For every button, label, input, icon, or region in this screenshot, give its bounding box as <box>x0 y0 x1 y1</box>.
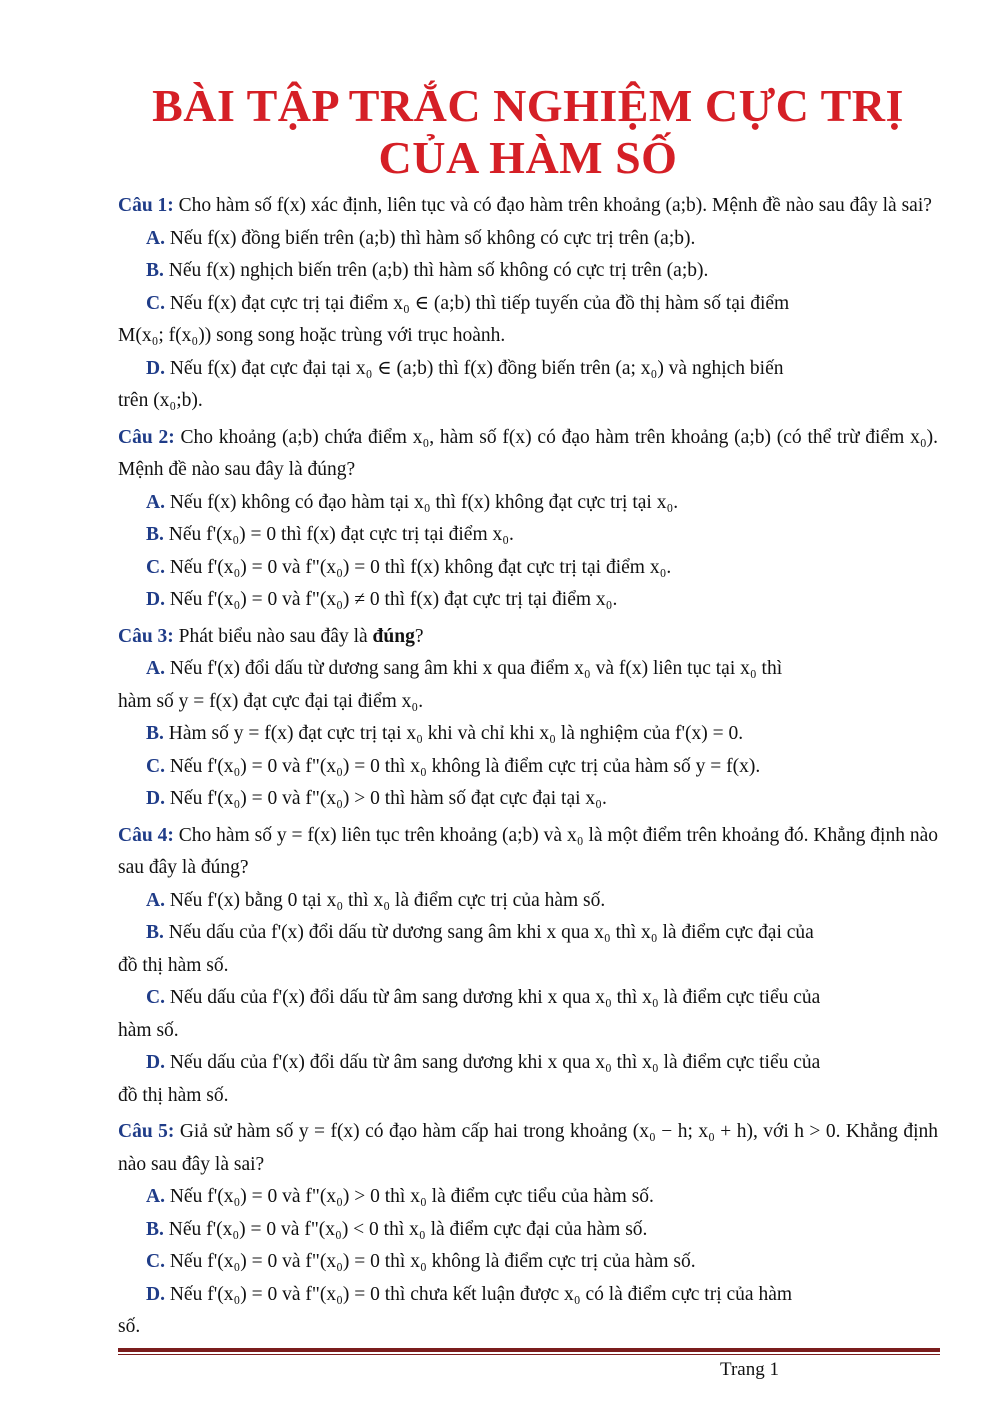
option-label: A. <box>146 889 165 911</box>
option-text: Nếu f'(x₀) = 0 thì f(x) đạt cực trị tại điểm x₀. <box>168 524 514 545</box>
option-c <box>118 751 938 784</box>
option-label: B. <box>146 260 164 281</box>
option-d <box>118 584 938 617</box>
option-text: Nếu f(x) nghịch biến trên (a;b) thì hàm số không có cực trị trên (a;b). <box>168 260 709 281</box>
option-text: Nếu dấu của f'(x) đổi dấu từ dương sang âm khi x qua x₀ thì x₀ là điểm cực đại của <box>168 922 814 943</box>
question-1 <box>118 190 938 418</box>
footer-divider <box>118 1348 940 1352</box>
option-c <box>118 552 938 585</box>
option-c-continued: M(x₀; f(x₀)) song song hoặc trùng với trục hoành. <box>118 325 506 346</box>
option-c-continued: hàm số. <box>118 1019 179 1041</box>
option-b-continued: đồ thị hàm số. <box>118 954 229 976</box>
question-3 <box>118 621 938 816</box>
page-number: Trang 1 <box>720 1359 779 1380</box>
option-label: C. <box>146 755 165 777</box>
question-label: Câu 1: <box>118 195 174 216</box>
option-b <box>118 718 938 751</box>
option-b <box>118 519 938 552</box>
option-label: A. <box>146 1186 165 1207</box>
option-d <box>118 1279 938 1312</box>
option-text: Nếu f'(x₀) = 0 và f"(x₀) = 0 thì f(x) không đạt cực trị tại điểm x₀. <box>169 556 672 578</box>
option-label: D. <box>146 357 165 379</box>
option-a-continued: hàm số y = f(x) đạt cực đại tại điểm x₀. <box>118 690 424 712</box>
option-text: Nếu dấu của f'(x) đổi dấu từ âm sang dương khi x qua x₀ thì x₀ là điểm cực tiểu của <box>169 987 821 1008</box>
option-text: Nếu f'(x₀) = 0 và f"(x₀) < 0 thì x₀ là điểm cực đại của hàm số. <box>168 1218 648 1240</box>
option-c <box>118 288 938 321</box>
option-d-continued: đồ thị hàm số. <box>118 1084 229 1106</box>
option-text: Nếu f(x) không có đạo hàm tại x₀ thì f(x) không đạt cực trị tại x₀. <box>169 491 679 513</box>
option-text: Nếu f(x) đạt cực trị tại điểm x₀ ∈ (a;b) thì tiếp tuyến của đồ thị hàm số tại điểm <box>169 292 790 314</box>
option-b <box>118 255 938 288</box>
question-stem <box>118 422 938 487</box>
question-emphasis: đúng <box>372 625 415 647</box>
option-text: Nếu f(x) đồng biến trên (a;b) thì hàm số không có cực trị trên (a;b). <box>169 227 696 249</box>
title-line-1: BÀI TẬP TRẮC NGHIỆM CỰC TRỊ <box>152 80 904 131</box>
question-text: Giả sử hàm số y = f(x) có đạo hàm cấp hai trong khoảng (x₀ − h; x₀ + h), với h > 0. Khẳng định nào sau đây là sai? <box>118 1121 939 1175</box>
option-text: Nếu f'(x₀) = 0 và f"(x₀) > 0 thì x₀ là điểm cực tiểu của hàm số. <box>169 1186 654 1207</box>
option-c <box>118 982 938 1015</box>
option-d <box>118 783 938 816</box>
question-text: Phát biểu nào sau đây là <box>178 625 373 647</box>
option-label: B. <box>146 524 164 545</box>
question-stem <box>118 1116 938 1181</box>
page-title <box>118 80 938 184</box>
question-stem <box>118 190 938 223</box>
question-text: Cho hàm số y = f(x) liên tục trên khoảng (a;b) và x₀ là một điểm trên khoảng đó. Khẳng định nào sau đây là đúng? <box>118 824 939 878</box>
option-text: Nếu f'(x₀) = 0 và f"(x₀) = 0 thì x₀ không là điểm cực trị của hàm số. <box>169 1251 696 1272</box>
option-label: A. <box>146 491 165 513</box>
option-label: D. <box>146 788 165 809</box>
option-label: D. <box>146 589 165 610</box>
option-c <box>118 1246 938 1279</box>
option-a <box>118 885 938 918</box>
option-d-continued: số. <box>118 1316 141 1337</box>
option-label: D. <box>146 1052 165 1073</box>
option-label: C. <box>146 292 165 314</box>
question-label: Câu 5: <box>118 1121 175 1142</box>
option-text: Nếu f'(x₀) = 0 và f"(x₀) = 0 thì chưa kết luận được x₀ có là điểm cực trị của hàm <box>169 1283 793 1305</box>
footer-divider-thin <box>118 1354 940 1355</box>
option-label: C. <box>146 556 165 578</box>
option-label: A. <box>146 227 165 249</box>
option-a <box>118 1181 938 1214</box>
option-a <box>118 653 938 686</box>
question-text: Cho hàm số f(x) xác định, liên tục và có đạo hàm trên khoảng (a;b). Mệnh đề nào sau đây là sai? <box>178 195 932 216</box>
question-label: Câu 4: <box>118 824 174 846</box>
option-label: C. <box>146 987 165 1008</box>
option-label: B. <box>146 922 164 943</box>
option-d <box>118 353 938 386</box>
option-label: B. <box>146 723 164 744</box>
option-a <box>118 223 938 256</box>
option-text: Nếu f'(x₀) = 0 và f"(x₀) > 0 thì hàm số đạt cực đại tại x₀. <box>169 788 607 809</box>
question-stem <box>118 820 938 885</box>
question-text-end: ? <box>414 625 424 647</box>
option-text: Nếu f'(x₀) = 0 và f"(x₀) ≠ 0 thì f(x) đạt cực trị tại điểm x₀. <box>169 589 618 610</box>
option-label: C. <box>146 1251 165 1272</box>
option-text: Nếu f(x) đạt cực đại tại x₀ ∈ (a;b) thì f(x) đồng biến trên (a; x₀) và nghịch biến <box>169 357 784 379</box>
option-d <box>118 1047 938 1080</box>
option-text: Nếu f'(x) bằng 0 tại x₀ thì x₀ là điểm cực trị của hàm số. <box>169 889 606 911</box>
option-text: Hàm số y = f(x) đạt cực trị tại x₀ khi và chỉ khi x₀ là nghiệm của f'(x) = 0. <box>168 723 744 744</box>
option-text: Nếu f'(x) đổi dấu từ dương sang âm khi x qua điểm x₀ và f(x) liên tục tại x₀ thì <box>169 658 783 679</box>
option-d-continued: trên (x₀;b). <box>118 390 203 411</box>
question-2 <box>118 422 938 617</box>
option-a <box>118 487 938 520</box>
option-label: D. <box>146 1283 165 1305</box>
option-label: A. <box>146 658 165 679</box>
question-text: Cho khoảng (a;b) chứa điểm x₀, hàm số f(x) có đạo hàm trên khoảng (a;b) (có thể trừ điểm x₀). Mệnh đề nào sau đây là đúng? <box>118 426 938 480</box>
option-b <box>118 1214 938 1247</box>
option-label: B. <box>146 1218 164 1240</box>
question-5 <box>118 1116 938 1344</box>
title-line-2: CỦA HÀM SỐ <box>378 132 678 183</box>
option-text: Nếu dấu của f'(x) đổi dấu từ âm sang dương khi x qua x₀ thì x₀ là điểm cực tiểu của <box>169 1052 821 1073</box>
document-page <box>118 80 938 1344</box>
question-stem <box>118 621 938 654</box>
question-label: Câu 3: <box>118 625 174 647</box>
option-b <box>118 917 938 950</box>
question-4 <box>118 820 938 1113</box>
option-text: Nếu f'(x₀) = 0 và f"(x₀) = 0 thì x₀ không là điểm cực trị của hàm số y = f(x). <box>169 755 761 777</box>
question-label: Câu 2: <box>118 426 175 448</box>
